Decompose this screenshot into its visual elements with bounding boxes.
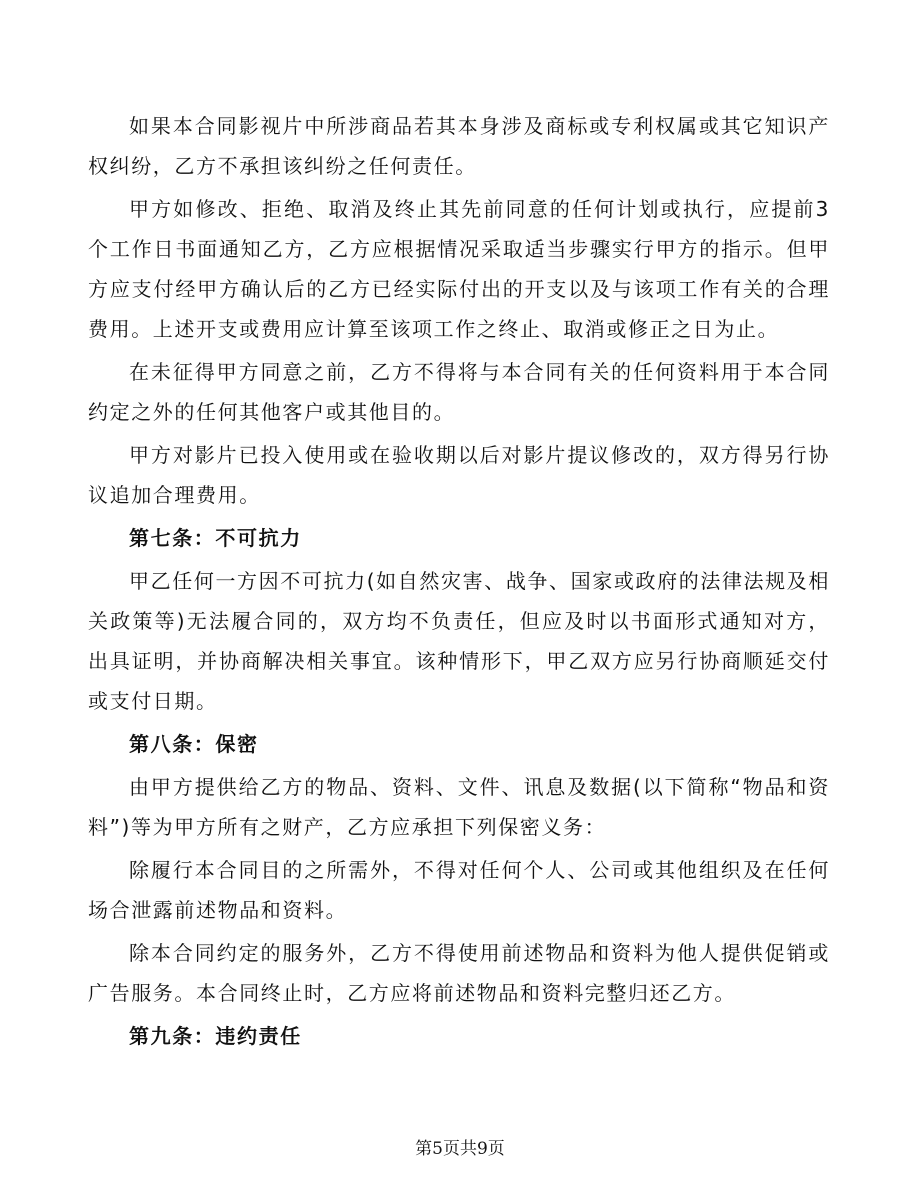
heading-article-9: 第九条：违约责任	[129, 1024, 302, 1048]
paragraph-materials-usage: 在未征得甲方同意之前，乙方不得将与本合同有关的任何资料用于本合同约定之外的任何其他客户或其他目的。	[88, 360, 830, 424]
document-body	[88, 106, 830, 1059]
paragraph-force-majeure: 甲乙任何一方因不可抗力(如自然灾害、战争、国家或政府的法律法规及相关政策等)无法履合同的，双方均不负责任，但应及时以书面形式通知对方，出具证明，并协商解决相关事宜。该种情形下，甲乙双方应另行协商顺延交付或支付日期。	[88, 569, 830, 713]
paragraph-no-other-use: 除本合同约定的服务外，乙方不得使用前述物品和资料为他人提供促销或广告服务。本合同终止时，乙方应将前述物品和资料完整归还乙方。	[88, 941, 830, 1005]
paragraph-ip-disclaimer: 如果本合同影视片中所涉商品若其本身涉及商标或专利权属或其它知识产权纠纷，乙方不承担该纠纷之任何责任。	[88, 114, 830, 178]
paragraph-confidential-property: 由甲方提供给乙方的物品、资料、文件、讯息及数据(以下简称“物品和资料”)等为甲方所有之财产，乙方应承担下列保密义务：	[88, 775, 830, 839]
heading-article-7: 第七条：不可抗力	[129, 526, 302, 550]
paragraph-post-acceptance-changes: 甲方对影片已投入使用或在验收期以后对影片提议修改的，双方得另行协议追加合理费用。	[88, 443, 830, 507]
heading-article-8: 第八条：保密	[129, 732, 259, 756]
paragraph-no-disclosure: 除履行本合同目的之所需外，不得对任何个人、公司或其他组织及在任何场合泄露前述物品和资料。	[88, 858, 830, 922]
paragraph-modification-notice: 甲方如修改、拒绝、取消及终止其先前同意的任何计划或执行，应提前3个工作日书面通知乙方，乙方应根据情况采取适当步骤实行甲方的指示。但甲方应支付经甲方确认后的乙方已经实际付出的开支以及与该项工作有关的合理费用。上述开支或费用应计算至该项工作之终止、取消或修正之日为止。	[88, 197, 830, 341]
page-number-footer: 第5页共9页	[415, 1139, 505, 1159]
